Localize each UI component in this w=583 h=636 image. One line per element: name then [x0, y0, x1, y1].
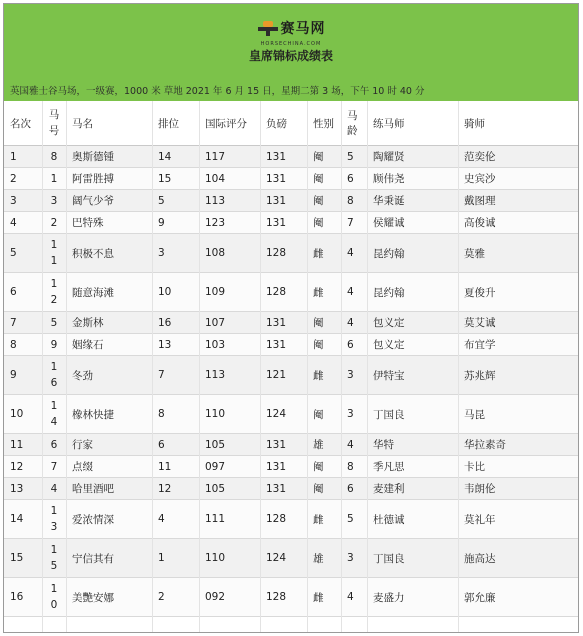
cell-number: [42, 312, 66, 334]
cell-rating: 109: [199, 273, 260, 312]
cell-number-digit: 1: [50, 172, 58, 185]
col-header-weight: 负磅: [260, 101, 307, 146]
cell-age: 4: [341, 234, 367, 273]
cell-place: 7: [4, 312, 42, 334]
cell-jockey: 戴图理: [458, 190, 578, 212]
table-row: [4, 500, 578, 539]
cell-place: 12: [4, 456, 42, 478]
column-divider: [260, 101, 261, 632]
column-divider: [199, 101, 200, 632]
column-divider: [66, 101, 67, 632]
cell-age: 8: [341, 190, 367, 212]
cell-weight: 131: [260, 456, 307, 478]
cell-sex: 阉: [307, 312, 341, 334]
cell-number-digit: 5: [50, 316, 58, 329]
cell-rating: 110: [199, 539, 260, 578]
cell-horse: 阿雷胜搏: [66, 168, 152, 190]
cell-number: [42, 334, 66, 356]
table-row: [4, 539, 578, 578]
table-row: [4, 190, 578, 212]
cell-draw: 11: [152, 456, 199, 478]
cell-trainer: 侯耀诚: [367, 212, 458, 234]
cell-weight: 128: [260, 273, 307, 312]
cell-sex: 阉: [307, 478, 341, 500]
cell-place: 14: [4, 500, 42, 539]
cell-jockey: 马昆: [458, 395, 578, 434]
cell-sex: 阉: [307, 395, 341, 434]
table-row: [4, 168, 578, 190]
cell-number-digit: 1: [50, 278, 58, 290]
cell-draw: 9: [152, 212, 199, 234]
cell-draw: 12: [152, 478, 199, 500]
cell-number-digit: 1: [50, 583, 58, 595]
cell-horse: 哈里酒吧: [66, 478, 152, 500]
cell-draw: 8: [152, 395, 199, 434]
cell-place: 8: [4, 334, 42, 356]
cell-sex: 雌: [307, 273, 341, 312]
cell-draw: 5: [152, 190, 199, 212]
cell-number-digit: 9: [50, 338, 58, 351]
cell-weight: 131: [260, 212, 307, 234]
column-divider: [42, 101, 43, 632]
table-row: [4, 395, 578, 434]
cell-jockey: 莫艾诚: [458, 312, 578, 334]
cell-weight: 131: [260, 478, 307, 500]
cell-rating: 108: [199, 234, 260, 273]
cell-rating: 110: [199, 395, 260, 434]
cell-horse: 姻缘石: [66, 334, 152, 356]
cell-number-digit: 6: [50, 438, 58, 451]
table-header-row: [4, 101, 578, 146]
table-row: [4, 312, 578, 334]
cell-draw: 1: [152, 539, 199, 578]
cell-horse: 阔气少爷: [66, 190, 152, 212]
column-divider: [367, 101, 368, 632]
cell-trainer: 华特: [367, 434, 458, 456]
cell-draw: 7: [152, 356, 199, 395]
cell-rating: 105: [199, 434, 260, 456]
cell-place: 11: [4, 434, 42, 456]
cell-weight: 131: [260, 434, 307, 456]
column-divider: [307, 101, 308, 632]
cell-rating: 113: [199, 356, 260, 395]
cell-number-digit: 6: [50, 377, 58, 389]
cell-draw: 16: [152, 312, 199, 334]
cell-jockey: 苏兆辉: [458, 356, 578, 395]
cell-sex: 阉: [307, 190, 341, 212]
cell-weight: 131: [260, 190, 307, 212]
cell-sex: 雌: [307, 578, 341, 617]
cell-jockey: 郭允廉: [458, 578, 578, 617]
cell-rating: 107: [199, 312, 260, 334]
cell-number-digit: 1: [50, 255, 58, 267]
col-header-rating: 国际评分: [199, 101, 260, 146]
cell-trainer: 包义定: [367, 334, 458, 356]
cell-sex: 雌: [307, 500, 341, 539]
header-banner: [4, 4, 578, 101]
horse-logo-icon: [257, 20, 279, 36]
cell-number-digit: 3: [50, 194, 58, 207]
site-logo: [4, 18, 578, 47]
cell-number-digit: 0: [50, 599, 58, 611]
cell-age: 6: [341, 334, 367, 356]
cell-age: 4: [341, 434, 367, 456]
cell-jockey: 华拉素奇: [458, 434, 578, 456]
table-row: [4, 334, 578, 356]
cell-place: 4: [4, 212, 42, 234]
cell-draw: 2: [152, 578, 199, 617]
cell-jockey: 夏俊升: [458, 273, 578, 312]
cell-sex: 阉: [307, 334, 341, 356]
cell-trainer: 昆约翰: [367, 234, 458, 273]
cell-jockey: 韦朗伦: [458, 478, 578, 500]
cell-number-digit: 1: [50, 361, 58, 373]
cell-horse: 冬劲: [66, 356, 152, 395]
col-header-trainer: 练马师: [367, 101, 458, 146]
cell-place: 2: [4, 168, 42, 190]
cell-number-digit: 5: [50, 560, 58, 572]
cell-number: [42, 500, 66, 539]
cell-weight: 131: [260, 146, 307, 168]
cell-trainer: 丁国良: [367, 395, 458, 434]
table-row: [4, 273, 578, 312]
cell-age: 7: [341, 212, 367, 234]
column-divider: [458, 101, 459, 632]
cell-sex: 阉: [307, 456, 341, 478]
cell-horse: 随意海滩: [66, 273, 152, 312]
cell-horse: 美艷安娜: [66, 578, 152, 617]
cell-weight: 131: [260, 168, 307, 190]
cell-number: [42, 146, 66, 168]
cell-age: 6: [341, 168, 367, 190]
cell-draw: 6: [152, 434, 199, 456]
table-row: [4, 146, 578, 168]
cell-jockey: 布宜学: [458, 334, 578, 356]
cell-trainer: 顾伟尧: [367, 168, 458, 190]
col-header-place: 名次: [4, 101, 42, 146]
cell-age: 4: [341, 273, 367, 312]
cell-horse: 橡林快捷: [66, 395, 152, 434]
table-row: [4, 478, 578, 500]
cell-rating: 097: [199, 456, 260, 478]
cell-number-digit: 4: [50, 482, 58, 495]
cell-sex: 雌: [307, 234, 341, 273]
cell-draw: 4: [152, 500, 199, 539]
cell-age: 4: [341, 578, 367, 617]
cell-weight: 131: [260, 312, 307, 334]
cell-weight: 124: [260, 539, 307, 578]
cell-sex: 阉: [307, 168, 341, 190]
col-header-age: 马龄: [341, 101, 367, 146]
cell-rating: 117: [199, 146, 260, 168]
col-header-draw: 排位: [152, 101, 199, 146]
cell-number: [42, 395, 66, 434]
cell-trainer: 华秉诞: [367, 190, 458, 212]
cell-place: 10: [4, 395, 42, 434]
table-row: [4, 234, 578, 273]
cell-sex: 雌: [307, 356, 341, 395]
cell-jockey: 卡比: [458, 456, 578, 478]
page-title: 皇席锦标成绩表: [248, 49, 333, 63]
cell-age: 3: [341, 356, 367, 395]
cell-age: 4: [341, 312, 367, 334]
cell-place: 3: [4, 190, 42, 212]
cell-draw: 13: [152, 334, 199, 356]
cell-number: [42, 478, 66, 500]
cell-sex: 雄: [307, 539, 341, 578]
table-row: [4, 456, 578, 478]
cell-number: [42, 434, 66, 456]
cell-trainer: 陶耀贤: [367, 146, 458, 168]
cell-rating: 103: [199, 334, 260, 356]
col-header-sex: 性别: [307, 101, 341, 146]
column-divider: [341, 101, 342, 632]
cell-number: [42, 168, 66, 190]
cell-number-digit: 4: [50, 416, 58, 428]
cell-number-digit: 1: [50, 400, 58, 412]
cell-rating: 111: [199, 500, 260, 539]
cell-horse: 奥斯德锺: [66, 146, 152, 168]
table-row: [4, 434, 578, 456]
cell-place: 16: [4, 578, 42, 617]
cell-weight: 124: [260, 395, 307, 434]
results-sheet: [3, 3, 579, 633]
cell-number-digit: 2: [50, 294, 58, 306]
cell-horse: 爱浓情深: [66, 500, 152, 539]
logo-subtext: HORSECHINA.COM: [260, 41, 322, 47]
table-row: [4, 578, 578, 617]
cell-place: 1: [4, 146, 42, 168]
cell-jockey: 莫礼年: [458, 500, 578, 539]
cell-number-digit: 1: [50, 239, 58, 251]
cell-number-digit: 1: [50, 505, 58, 517]
cell-horse: 积极不息: [66, 234, 152, 273]
cell-rating: 105: [199, 478, 260, 500]
cell-number: [42, 212, 66, 234]
col-header-number-bottom: 号: [48, 125, 60, 137]
results-table: [4, 101, 578, 617]
cell-sex: 雄: [307, 434, 341, 456]
cell-number: [42, 273, 66, 312]
col-header-number-top: 马: [48, 109, 60, 121]
cell-draw: 10: [152, 273, 199, 312]
cell-weight: 121: [260, 356, 307, 395]
cell-trainer: 杜德诚: [367, 500, 458, 539]
cell-trainer: 包义定: [367, 312, 458, 334]
cell-place: 15: [4, 539, 42, 578]
cell-age: 3: [341, 539, 367, 578]
cell-number-digit: 8: [50, 150, 58, 163]
cell-jockey: 史宾沙: [458, 168, 578, 190]
cell-horse: 宁信其有: [66, 539, 152, 578]
cell-weight: 128: [260, 578, 307, 617]
cell-age: 3: [341, 395, 367, 434]
cell-horse: 点缀: [66, 456, 152, 478]
cell-weight: 131: [260, 334, 307, 356]
cell-place: 6: [4, 273, 42, 312]
column-divider: [152, 101, 153, 632]
cell-number: [42, 578, 66, 617]
cell-age: 5: [341, 146, 367, 168]
cell-rating: 092: [199, 578, 260, 617]
col-header-jockey: 骑师: [458, 101, 578, 146]
cell-jockey: 莫雅: [458, 234, 578, 273]
cell-number-digit: 2: [50, 216, 58, 229]
cell-number: [42, 190, 66, 212]
cell-draw: 3: [152, 234, 199, 273]
race-info: 英国雅士谷马场，一级赛，1000 米 草地 2021 年 6 月 15 日，星期二第 3 场，下午 10 时 40 分: [10, 86, 425, 97]
cell-trainer: 麦盛力: [367, 578, 458, 617]
cell-jockey: 高俊诚: [458, 212, 578, 234]
col-header-number: [42, 101, 66, 146]
cell-age: 8: [341, 456, 367, 478]
table-row: [4, 212, 578, 234]
cell-number: [42, 234, 66, 273]
cell-age: 5: [341, 500, 367, 539]
cell-trainer: 昆约翰: [367, 273, 458, 312]
cell-weight: 128: [260, 500, 307, 539]
cell-rating: 104: [199, 168, 260, 190]
col-header-horse: 马名: [66, 101, 152, 146]
cell-draw: 14: [152, 146, 199, 168]
cell-number-digit: 7: [50, 460, 58, 473]
cell-sex: 阉: [307, 212, 341, 234]
cell-trainer: 季凡思: [367, 456, 458, 478]
table-row: [4, 356, 578, 395]
cell-number: [42, 356, 66, 395]
cell-horse: 行家: [66, 434, 152, 456]
logo-text: 赛马网: [280, 21, 326, 37]
cell-trainer: 麦建利: [367, 478, 458, 500]
cell-jockey: 施高达: [458, 539, 578, 578]
cell-place: 9: [4, 356, 42, 395]
cell-sex: 阉: [307, 146, 341, 168]
cell-number-digit: 3: [50, 521, 58, 533]
cell-weight: 128: [260, 234, 307, 273]
cell-draw: 15: [152, 168, 199, 190]
cell-number: [42, 539, 66, 578]
cell-age: 6: [341, 478, 367, 500]
cell-rating: 123: [199, 212, 260, 234]
cell-number: [42, 456, 66, 478]
cell-trainer: 丁国良: [367, 539, 458, 578]
cell-place: 13: [4, 478, 42, 500]
cell-jockey: 范奕伦: [458, 146, 578, 168]
cell-horse: 巴特殊: [66, 212, 152, 234]
cell-trainer: 伊特宝: [367, 356, 458, 395]
cell-horse: 金斯林: [66, 312, 152, 334]
cell-place: 5: [4, 234, 42, 273]
cell-rating: 113: [199, 190, 260, 212]
cell-number-digit: 1: [50, 544, 58, 556]
